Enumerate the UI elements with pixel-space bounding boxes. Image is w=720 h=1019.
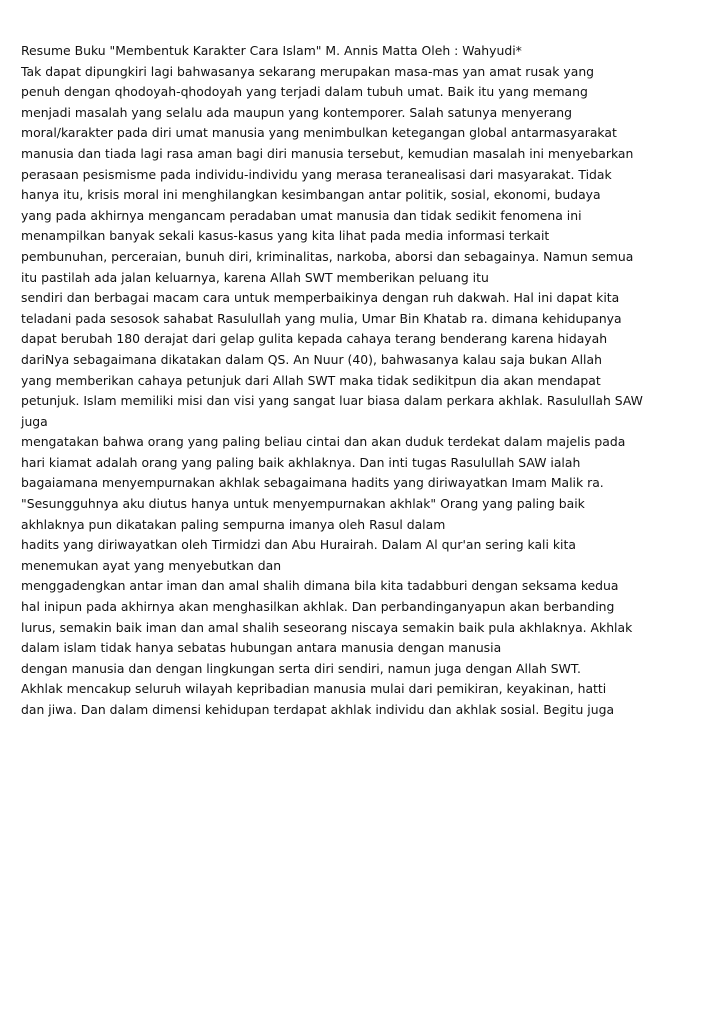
text-line: dariNya sebagaimana dikatakan dalam QS. An Nuur (40), bahwasanya kalau saja bukan Allah bbox=[21, 351, 602, 367]
document-title-line: Resume Buku "Membentuk Karakter Cara Islam" M. Annis Matta Oleh : Wahyudi* bbox=[21, 43, 522, 58]
text-line: petunjuk. Islam memiliki misi dan visi yang sangat luar biasa dalam perkara akhlak. Rasulullah SAW bbox=[21, 393, 643, 409]
text-line: dengan manusia dan dengan lingkungan serta diri sendiri, namun juga dengan Allah SWT. bbox=[21, 660, 581, 676]
text-line: hari kiamat adalah orang yang paling baik akhlaknya. Dan inti tugas Rasulullah SAW ialah bbox=[21, 454, 581, 470]
text-line: Tak dapat dipungkiri lagi bahwasanya sekarang merupakan masa-mas yan amat rusak yang bbox=[21, 63, 595, 79]
text-line: menggadengkan antar iman dan amal shalih dimana bila kita tadabburi dengan seksama kedua bbox=[21, 578, 619, 594]
document-body bbox=[21, 41, 711, 721]
text-line: itu pastilah ada jalan keluarnya, karena Allah SWT memberikan peluang itu bbox=[21, 269, 489, 285]
text-line: menampilkan banyak sekali kasus-kasus yang kita lihat pada media informasi terkait bbox=[21, 228, 550, 244]
text-line: "Sesungguhnya aku diutus hanya untuk menyempurnakan akhlak" Orang yang paling baik bbox=[21, 496, 585, 512]
text-line: menjadi masalah yang selalu ada maupun yang kontemporer. Salah satunya menyerang bbox=[21, 104, 573, 120]
text-line: pembunuhan, perceraian, bunuh diri, kriminalitas, narkoba, aborsi dan sebagainya. Namun semua bbox=[21, 248, 634, 264]
text-line: yang memberikan cahaya petunjuk dari Allah SWT maka tidak sedikitpun dia akan mendapat bbox=[21, 372, 601, 388]
text-line: dapat berubah 180 derajat dari gelap gulita kepada cahaya terang benderang karena hidayah bbox=[21, 331, 608, 347]
text-line: menemukan ayat yang menyebutkan dan bbox=[21, 557, 282, 573]
text-line: bagaiamana menyempurnakan akhlak sebagaimana hadits yang diriwayatkan Imam Malik ra. bbox=[21, 475, 604, 491]
text-line: dalam islam tidak hanya sebatas hubungan antara manusia dengan manusia bbox=[21, 640, 502, 656]
text-line: hadits yang diriwayatkan oleh Tirmidzi dan Abu Hurairah. Dalam Al qur'an sering kali kita bbox=[21, 537, 576, 553]
text-line: hanya itu, krisis moral ini menghilangkan kesimbangan antar politik, sosial, ekonomi, budaya bbox=[21, 187, 601, 203]
text-line: akhlaknya pun dikatakan paling sempurna imanya oleh Rasul dalam bbox=[21, 516, 446, 532]
text-line: mengatakan bahwa orang yang paling beliau cintai dan akan duduk terdekat dalam majelis pada bbox=[21, 434, 626, 450]
text-line: teladani pada sesosok sahabat Rasulullah yang mulia, Umar Bin Khatab ra. dimana kehidupanya bbox=[21, 310, 622, 326]
text-line: juga bbox=[21, 413, 48, 429]
text-line: yang pada akhirnya mengancam peradaban umat manusia dan tidak sedikit fenomena ini bbox=[21, 207, 582, 223]
text-line: Akhlak mencakup seluruh wilayah kepribadian manusia mulai dari pemikiran, keyakinan, hatti bbox=[21, 681, 607, 697]
text-line: sendiri dan berbagai macam cara untuk memperbaikinya dengan ruh dakwah. Hal ini dapat kita bbox=[21, 290, 620, 306]
text-line: manusia dan tiada lagi rasa aman bagi diri manusia tersebut, kemudian masalah ini menyebarkan bbox=[21, 145, 634, 161]
text-line: dan jiwa. Dan dalam dimensi kehidupan terdapat akhlak individu dan akhlak sosial. Begitu juga bbox=[21, 702, 615, 717]
text-line: penuh dengan qhodoyah-qhodoyah yang terjadi dalam tubuh umat. Baik itu yang memang bbox=[21, 84, 588, 100]
text-line: hal inipun pada akhirnya akan menghasilkan akhlak. Dan perbandinganyapun akan berbanding bbox=[21, 599, 615, 615]
text-line: perasaan pesismisme pada individu-individu yang merasa teranealisasi dari masyarakat. Tidak bbox=[21, 166, 612, 182]
text-line: lurus, semakin baik iman dan amal shalih seseorang niscaya semakin baik pula akhlaknya. Akhlak bbox=[21, 619, 633, 635]
text-line: moral/karakter pada diri umat manusia yang menimbulkan ketegangan global antarmasyarakat bbox=[21, 125, 617, 141]
